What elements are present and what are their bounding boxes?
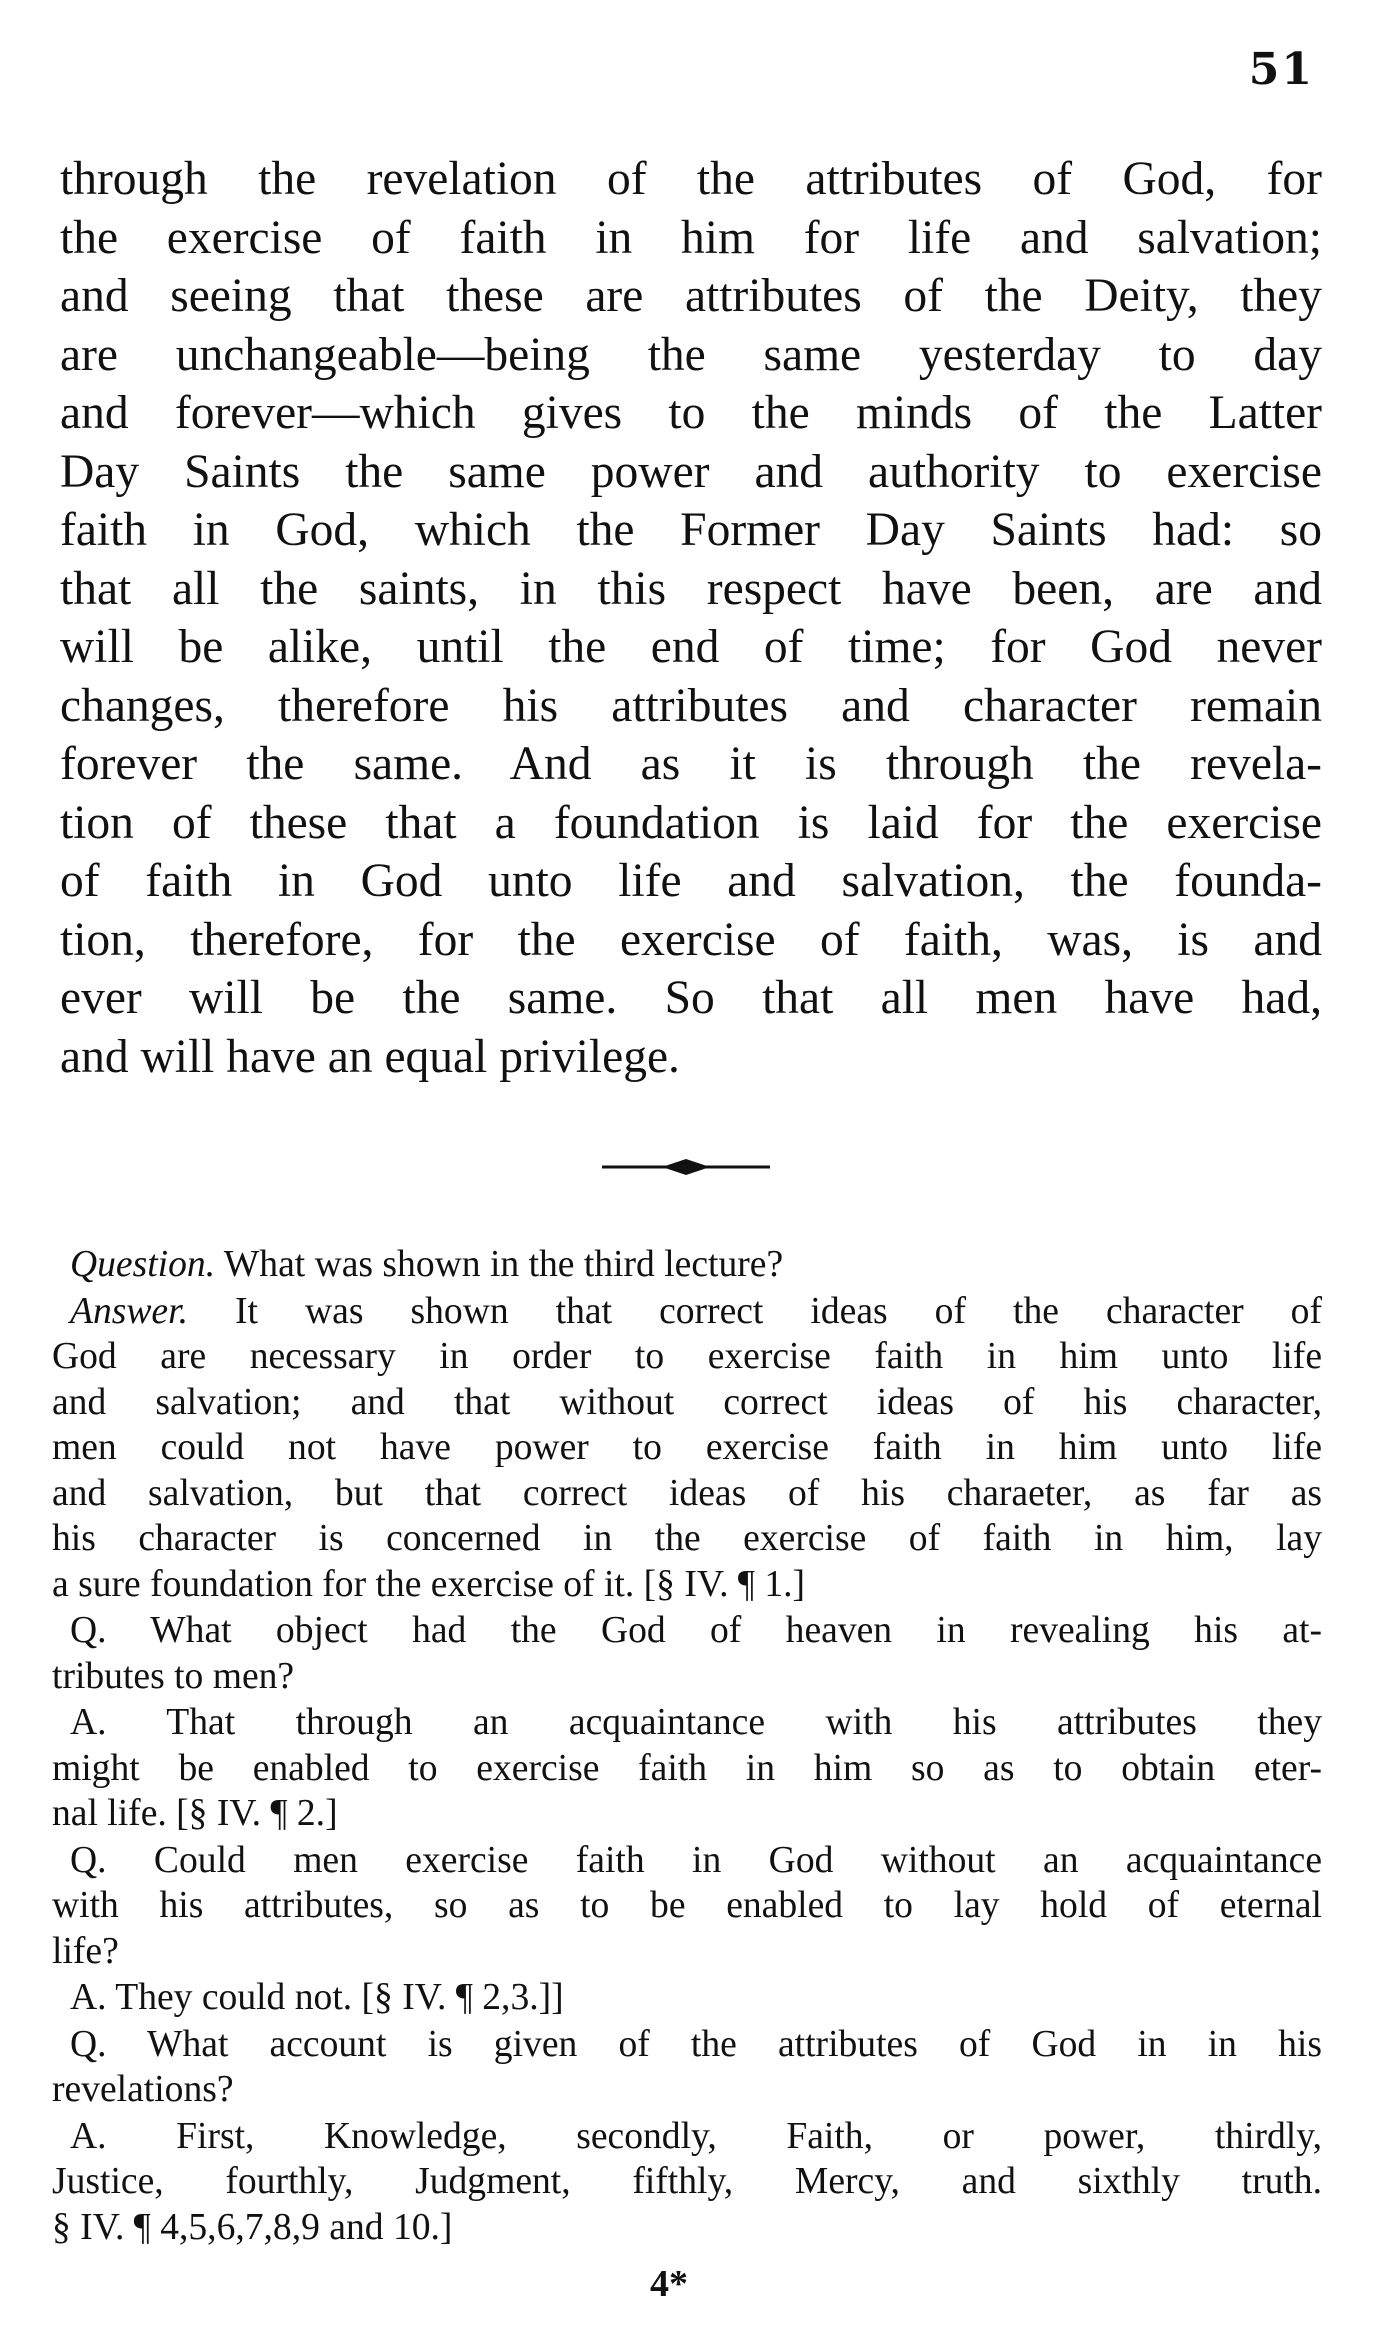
qa-line — [52, 2022, 1322, 2068]
qa-line — [52, 1883, 1322, 1929]
qa-line — [52, 1289, 1322, 1335]
qa-paragraph — [52, 2022, 1322, 2113]
text-line: will be alike, until the end of time; for God never — [60, 621, 1322, 673]
qa-line — [52, 2067, 1322, 2113]
qa-line — [52, 2159, 1322, 2205]
questions-and-answers — [52, 1242, 1322, 2251]
text-line: the exercise of faith in him for life and salvation; — [60, 211, 1322, 264]
qa-line-text: his character is concerned in the exercise of faith in him, lay — [52, 1518, 1322, 1559]
text-line: Day Saints the same power and authority to exercise — [60, 445, 1322, 498]
qa-line-text: and salvation; and that without correct ideas of his character, — [52, 1381, 1322, 1423]
text-line: and will have an equal privilege. — [60, 1030, 680, 1083]
qa-line-text: Justice, fourthly, Judgment, fifthly, Mercy, and sixthly truth. — [52, 2161, 1322, 2202]
qa-paragraph — [52, 1700, 1322, 1837]
qa-line-text: revelations? — [52, 2069, 234, 2110]
text-line: that all the saints, in this respect have been, are and — [60, 562, 1322, 615]
text-line: ever will be the same. So that all men have had, — [60, 972, 1322, 1024]
qa-line-text: A. That through an acquaintance with his attributes they — [70, 1702, 1322, 1743]
qa-line-text: Q. What object had the God of heaven in revealing his at- — [70, 1610, 1322, 1651]
text-line: and forever—which gives to the minds of the Latter — [60, 387, 1322, 439]
text-line: are unchangeable—being the same yesterday to day — [60, 328, 1322, 381]
qa-line-text: § IV. ¶ 4,5,6,7,8,9 and 10.] — [52, 2206, 453, 2248]
qa-paragraph — [52, 2114, 1322, 2251]
qa-line — [52, 1608, 1322, 1654]
qa-line — [52, 1929, 1322, 1975]
qa-line-text: A. First, Knowledge, secondly, Faith, or power, thirdly, — [70, 2115, 1322, 2157]
signature-mark: 4* — [650, 2263, 688, 2305]
qa-line — [52, 1654, 1322, 1700]
qa-line — [52, 1242, 1322, 1288]
qa-line — [52, 1838, 1322, 1884]
main-paragraph — [60, 150, 1322, 1086]
text-line: forever the same. And as it is through the revela- — [60, 738, 1322, 790]
qa-paragraph — [52, 1975, 1322, 2021]
qa-line-text: It was shown that correct ideas of the character of — [187, 1290, 1322, 1332]
text-line: tion of these that a foundation is laid for the exercise — [60, 796, 1322, 849]
qa-line-text: men could not have power to exercise faith in him unto life — [52, 1427, 1322, 1468]
qa-line-text: What was shown in the third lecture? — [215, 1244, 784, 1285]
qa-line-text: Q. Could men exercise faith in God without an acquaintance — [70, 1839, 1322, 1881]
text-line: and seeing that these are attributes of the Deity, they — [60, 270, 1322, 322]
qa-line — [52, 1562, 1322, 1608]
qa-line-text: God are necessary in order to exercise faith in him unto life — [52, 1336, 1322, 1377]
qa-line-text: and salvation, but that correct ideas of his charaeter, as far as — [52, 1472, 1322, 1514]
qa-line-text: Q. What account is given of the attributes of God in in his — [70, 2023, 1322, 2065]
qa-line — [52, 1700, 1322, 1746]
qa-paragraph — [52, 1608, 1322, 1699]
qa-line — [52, 2114, 1322, 2160]
qa-line-text: a sure foundation for the exercise of it. [§ IV. ¶ 1.] — [52, 1563, 806, 1605]
qa-lead-label: Question. — [70, 1244, 216, 1285]
qa-line — [52, 1425, 1322, 1471]
qa-lead-label: Answer. — [70, 1290, 188, 1332]
page-number: 51 — [1248, 44, 1314, 95]
text-line: of faith in God unto life and salvation, the founda- — [60, 855, 1322, 907]
qa-line-text: nal life. [§ IV. ¶ 2.] — [52, 1793, 338, 1834]
qa-line-text: with his attributes, so as to be enabled to lay hold of eternal — [52, 1885, 1322, 1926]
qa-line — [52, 1516, 1322, 1562]
qa-line — [52, 1746, 1322, 1792]
qa-line — [52, 1334, 1322, 1380]
qa-paragraph — [52, 1838, 1322, 1975]
text-line: tion, therefore, for the exercise of faith, was, is and — [60, 913, 1322, 966]
qa-line-text: might be enabled to exercise faith in him so as to obtain eter- — [52, 1747, 1322, 1789]
qa-line — [52, 2205, 1322, 2251]
qa-line — [52, 1380, 1322, 1426]
text-line: faith in God, which the Former Day Saints had: so — [60, 504, 1322, 556]
text-line: through the revelation of the attributes of God, for — [60, 153, 1322, 205]
qa-line — [52, 1975, 1322, 2021]
section-divider-ornament — [602, 1155, 770, 1179]
qa-line — [52, 1791, 1322, 1837]
text-line: changes, therefore his attributes and character remain — [60, 679, 1322, 732]
qa-line-text: A. They could not. [§ IV. ¶ 2,3.]] — [70, 1977, 564, 2018]
qa-line-text: tributes to men? — [52, 1655, 295, 1697]
qa-paragraph — [52, 1242, 1322, 1288]
qa-line — [52, 1471, 1322, 1517]
qa-line-text: life? — [52, 1930, 119, 1972]
qa-paragraph — [52, 1289, 1322, 1608]
